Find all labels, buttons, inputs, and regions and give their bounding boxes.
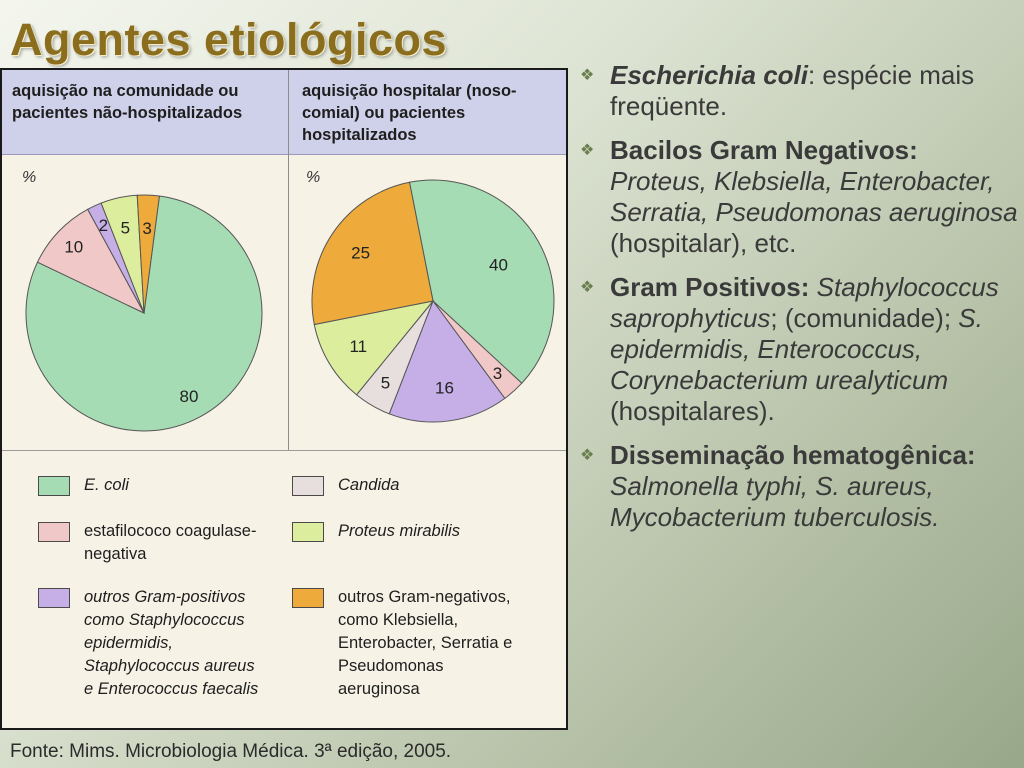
bullet-text-segment: Proteus, Klebsiella, Enterobacter, Serratia, Pseudomonas aeruginosa <box>610 166 1018 227</box>
pie-charts <box>2 154 566 450</box>
bullet-item <box>580 440 1020 533</box>
bullet-text-segment: Bacilos Gram Negativos: <box>610 135 918 165</box>
pie-value-label: 80 <box>179 387 199 406</box>
legend-swatch <box>38 588 70 608</box>
pie-value-label: 11 <box>349 336 368 356</box>
slide-title: Agentes etiológicos <box>10 14 448 65</box>
bullet-text-segment: Escherichia coli <box>610 60 808 90</box>
bullet-item <box>580 60 1020 122</box>
bullet-text-segment: Gram Positivos: <box>610 272 817 302</box>
pie-chart-2 <box>306 169 554 422</box>
pie-value-label: 40 <box>489 255 508 275</box>
bullet-text-segment: (hospitalares). <box>610 396 775 426</box>
pie-value-label: 3 <box>492 364 503 384</box>
bullet-item <box>580 135 1020 259</box>
bullet-text-segment: (hospitalar), etc. <box>610 228 797 258</box>
pie-chart-figure <box>0 68 568 730</box>
bullet-text-segment: S. epidermidis, Enterococcus, Corynebacterium urealyticum <box>610 303 983 395</box>
legend-divider <box>2 450 566 451</box>
left-chart-header: aquisição na comunidade ou pacientes não-hospitalizados <box>12 82 243 122</box>
pie-value-label: 16 <box>435 378 454 398</box>
pie-value-label: 10 <box>64 237 84 257</box>
pie-value-label: 25 <box>351 243 371 263</box>
pie-chart-1 <box>22 169 262 431</box>
bullet-icon: ❖ <box>580 142 595 159</box>
legend-swatch <box>38 476 70 496</box>
legend-label: Candida <box>338 476 400 494</box>
bullet-item <box>580 272 1020 427</box>
legend-label: Proteus mirabilis <box>338 522 460 540</box>
bullet-icon: ❖ <box>580 279 595 296</box>
bullet-icon: ❖ <box>580 447 595 464</box>
pie-value-label: 2 <box>98 216 109 236</box>
pie-value-label: 5 <box>380 373 391 393</box>
legend-swatch <box>292 522 324 542</box>
source-citation: Fonte: Mims. Microbiologia Médica. 3ª edição, 2005. <box>10 741 452 762</box>
bullet-text-segment: : espécie mais freqüente. <box>610 60 975 121</box>
legend-label: E. coli <box>84 476 129 494</box>
bullet-list <box>580 60 1020 546</box>
legend-label: estafilococo coagulase- negativa <box>84 522 257 563</box>
figure-header <box>2 70 566 155</box>
legend-swatch <box>292 588 324 608</box>
pie-unit-label: % <box>306 169 321 186</box>
legend-swatch <box>292 476 324 496</box>
bullet-text-segment: Staphylococcus saprophyticus <box>610 272 999 333</box>
bullet-icon: ❖ <box>580 67 595 84</box>
legend-label: outros Gram-positivos como Staphylococcus epidermidis, Staphylococcus aureus e Enterococcus faecalis <box>84 588 259 698</box>
pie-unit-label: % <box>22 169 37 186</box>
right-chart-header: aquisição hospitalar (noso- comial) ou pacientes hospitalizados <box>302 82 517 144</box>
bullet-text-segment: Disseminação hematogênica: <box>610 440 976 470</box>
pie-value-label: 5 <box>120 218 131 238</box>
pie-value-label: 3 <box>142 219 152 239</box>
bullet-text-segment: Salmonella typhi, S. aureus, Mycobacterium tuberculosis. <box>610 471 940 532</box>
bullet-text-segment: ; (comunidade); <box>770 303 959 333</box>
legend-swatch <box>38 522 70 542</box>
legend-label: outros Gram-negativos, como Klebsiella, Enterobacter, Serratia e Pseudomonas aeruginosa <box>338 588 513 698</box>
